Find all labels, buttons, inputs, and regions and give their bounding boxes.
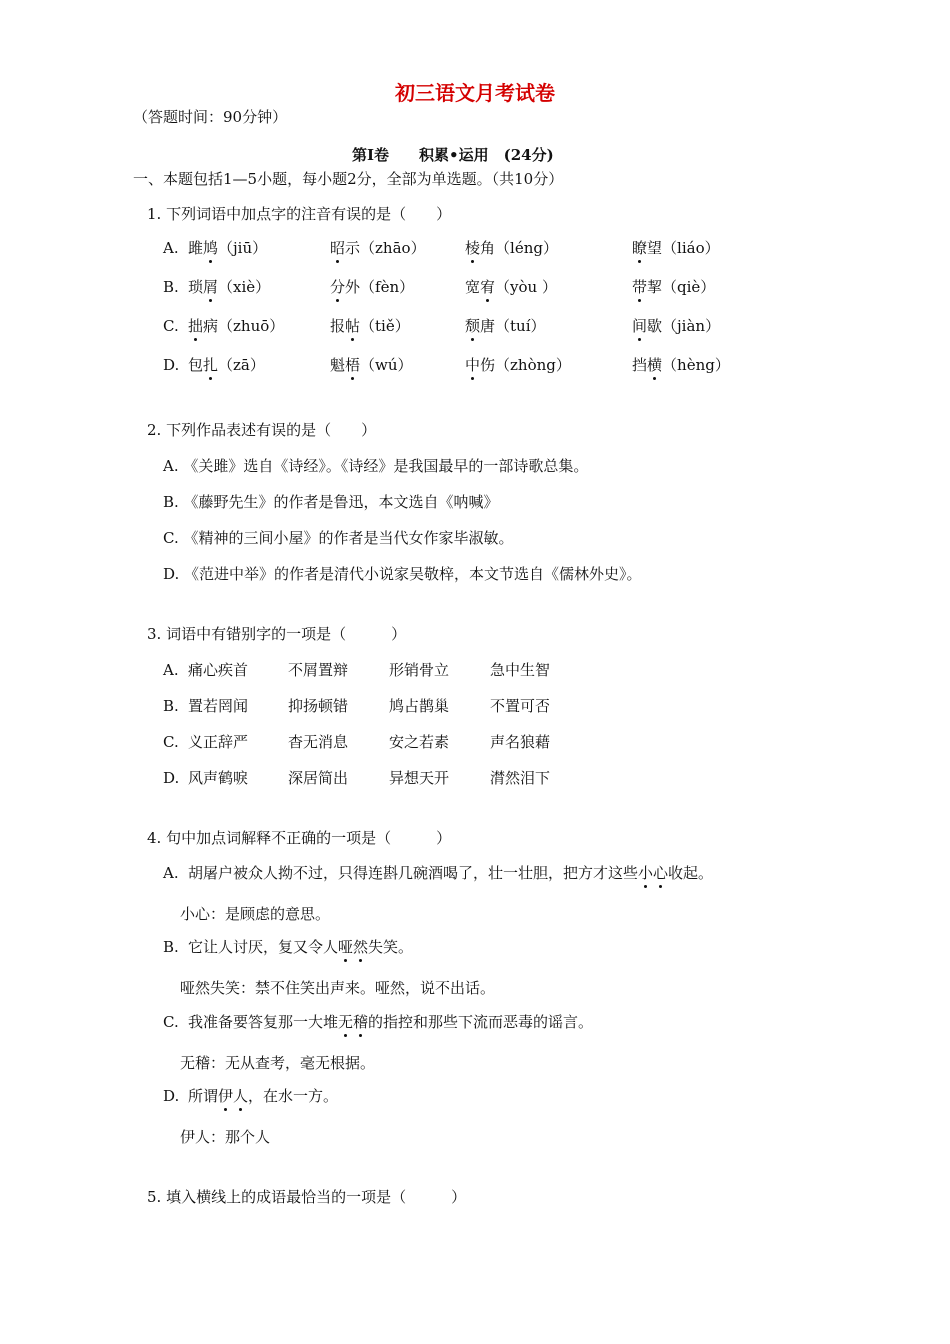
pinyin-item bbox=[465, 277, 557, 297]
sentence-part: 的指控和那些下流而恶毒的谣言。 bbox=[368, 1013, 594, 1031]
idiom: 形销骨立 bbox=[389, 661, 450, 679]
dotted-character: 瞭 bbox=[632, 239, 648, 257]
idiom: 置若罔闻 bbox=[188, 697, 249, 715]
question-2-option-d: D. 《范进中举》的作者是清代小说家吴敬梓，本文节选自《儒林外史》。 bbox=[163, 565, 642, 583]
dotted-character: 间 bbox=[632, 317, 648, 335]
question-1-stem: 1. 下列词语中加点字的注音有误的是（ ） bbox=[147, 205, 452, 223]
question-3-stem: 3. 词语中有错别字的一项是（ ） bbox=[147, 625, 407, 643]
pinyin-item bbox=[465, 316, 546, 336]
option-explanation: 哑然失笑：禁不住笑出声来。哑然，说不出话。 bbox=[180, 979, 496, 997]
dotted-character: 昭 bbox=[330, 239, 346, 257]
dotted-character: 拙 bbox=[188, 317, 204, 335]
pinyin-item bbox=[465, 355, 571, 375]
word-part: 唐 bbox=[480, 317, 496, 335]
pinyin: （yòu ） bbox=[495, 278, 557, 296]
dotted-character: 小 bbox=[638, 864, 654, 882]
word-part: 挡 bbox=[632, 356, 648, 374]
pinyin: （tiě） bbox=[360, 317, 410, 335]
dotted-character: 稽 bbox=[353, 1013, 369, 1031]
word-part: 望 bbox=[647, 239, 663, 257]
word-part: 伤 bbox=[480, 356, 496, 374]
idiom: 不置可否 bbox=[490, 697, 551, 715]
dotted-character: 颓 bbox=[465, 317, 481, 335]
word-part: 挈 bbox=[647, 278, 663, 296]
dotted-character: 棱 bbox=[465, 239, 481, 257]
word-part: 包 bbox=[188, 356, 204, 374]
pinyin: （zhuō） bbox=[218, 317, 285, 335]
option-label: C. bbox=[163, 317, 179, 335]
pinyin-item bbox=[330, 316, 410, 336]
question-2-option-c: C. 《精神的三间小屋》的作者是当代女作家毕淑敏。 bbox=[163, 529, 514, 547]
option-label: C. bbox=[163, 1013, 179, 1031]
idiom: 深居简出 bbox=[288, 769, 349, 787]
question-2-stem: 2. 下列作品表述有误的是（ ） bbox=[147, 421, 377, 439]
question-2-option-a: A. 《关雎》选自《诗经》。《诗经》是我国最早的一部诗歌总集。 bbox=[163, 457, 589, 475]
question-2-option-b: B. 《藤野先生》的作者是鲁迅，本文选自《呐喊》 bbox=[163, 493, 499, 511]
option-label: B. bbox=[163, 938, 179, 956]
word-part: 示 bbox=[345, 239, 361, 257]
idiom: 急中生智 bbox=[490, 661, 551, 679]
pinyin: （hèng） bbox=[662, 356, 730, 374]
dotted-word bbox=[638, 864, 668, 882]
dotted-word bbox=[338, 938, 368, 956]
idiom: 鸠占鹊巢 bbox=[389, 697, 450, 715]
pinyin: （tuí） bbox=[495, 317, 546, 335]
option-sentence bbox=[188, 1012, 593, 1032]
sentence-part: 我准备要答复那一大堆 bbox=[188, 1013, 339, 1031]
dotted-character: 宥 bbox=[480, 278, 496, 296]
dotted-character: 然 bbox=[353, 938, 369, 956]
word-part: 魁 bbox=[330, 356, 346, 374]
pinyin-item bbox=[330, 238, 426, 258]
idiom: 痛心疾首 bbox=[188, 661, 249, 679]
dotted-character: 伊 bbox=[218, 1087, 234, 1105]
word-part: 琐 bbox=[188, 278, 204, 296]
word-part: 宽 bbox=[465, 278, 481, 296]
pinyin: （léng） bbox=[495, 239, 558, 257]
idiom: 杳无消息 bbox=[288, 733, 349, 751]
pinyin: （qiè） bbox=[662, 278, 716, 296]
pinyin-item bbox=[330, 277, 414, 297]
option-label: C. bbox=[163, 733, 179, 751]
option-label: B. bbox=[163, 697, 179, 715]
pinyin: （jiàn） bbox=[662, 317, 721, 335]
pinyin-item bbox=[188, 238, 267, 258]
dotted-character: 帖 bbox=[345, 317, 361, 335]
time-note: （答题时间：90分钟） bbox=[133, 108, 288, 126]
option-label: D. bbox=[163, 356, 180, 374]
dotted-character: 扎 bbox=[203, 356, 219, 374]
option-sentence bbox=[188, 1086, 338, 1106]
pinyin: （zhòng） bbox=[495, 356, 571, 374]
option-sentence bbox=[188, 863, 713, 883]
pinyin: （zhāo） bbox=[360, 239, 426, 257]
idiom: 义正辞严 bbox=[188, 733, 249, 751]
idiom: 异想天开 bbox=[389, 769, 450, 787]
pinyin-item bbox=[188, 316, 284, 336]
dotted-character: 中 bbox=[465, 356, 481, 374]
dotted-character: 带 bbox=[632, 278, 648, 296]
option-explanation: 小心：是顾虑的意思。 bbox=[180, 905, 331, 923]
dotted-character: 哑 bbox=[338, 938, 354, 956]
option-label: D. bbox=[163, 769, 180, 787]
word-part: 角 bbox=[480, 239, 496, 257]
option-label: A. bbox=[163, 661, 179, 679]
pinyin: （zā） bbox=[218, 356, 265, 374]
pinyin-item bbox=[632, 277, 715, 297]
dotted-character: 心 bbox=[653, 864, 669, 882]
pinyin-item bbox=[330, 355, 413, 375]
pinyin-item bbox=[632, 238, 720, 258]
idiom: 风声鹤唳 bbox=[188, 769, 249, 787]
pinyin-item bbox=[465, 238, 558, 258]
sentence-part: ，在水一方。 bbox=[248, 1087, 339, 1105]
question-5-stem: 5. 填入横线上的成语最恰当的一项是（ ） bbox=[147, 1188, 467, 1206]
dotted-character: 屑 bbox=[203, 278, 219, 296]
idiom: 不屑置辩 bbox=[288, 661, 349, 679]
option-label: B. bbox=[163, 278, 179, 296]
pinyin: （xiè） bbox=[218, 278, 271, 296]
option-explanation: 伊人：那个人 bbox=[180, 1128, 271, 1146]
idiom: 抑扬顿错 bbox=[288, 697, 349, 715]
idiom: 潸然泪下 bbox=[490, 769, 551, 787]
sentence-part: 胡屠户被众人拗不过，只得连斟几碗酒喝了，壮一壮胆，把方才这些 bbox=[188, 864, 639, 882]
idiom: 声名狼藉 bbox=[490, 733, 551, 751]
pinyin-item bbox=[188, 355, 265, 375]
option-label: A. bbox=[163, 864, 179, 882]
word-part: 报 bbox=[330, 317, 346, 335]
pinyin-item bbox=[632, 316, 720, 336]
word-part: 外 bbox=[345, 278, 361, 296]
section-heading: 一、本题包括1—5小题，每小题2分，全部为单选题。（共10分） bbox=[133, 170, 564, 188]
dotted-character: 人 bbox=[233, 1087, 249, 1105]
dotted-word bbox=[218, 1087, 248, 1105]
option-label: A. bbox=[163, 239, 179, 257]
part-title: 第Ⅰ卷 积累•运用 (24分) bbox=[352, 146, 554, 164]
dotted-character: 鸠 bbox=[203, 239, 219, 257]
sentence-part: 收起。 bbox=[668, 864, 714, 882]
dotted-character: 分 bbox=[330, 278, 346, 296]
pinyin: （jiū） bbox=[218, 239, 268, 257]
question-4-stem: 4. 句中加点词解释不正确的一项是（ ） bbox=[147, 829, 452, 847]
word-part: 病 bbox=[203, 317, 219, 335]
pinyin-item bbox=[632, 355, 730, 375]
sentence-part: 它让人讨厌，复又令人 bbox=[188, 938, 339, 956]
dotted-word bbox=[338, 1013, 368, 1031]
pinyin: （wú） bbox=[360, 356, 413, 374]
word-part: 歇 bbox=[647, 317, 663, 335]
option-label: D. bbox=[163, 1087, 180, 1105]
dotted-character: 无 bbox=[338, 1013, 354, 1031]
idiom: 安之若素 bbox=[389, 733, 450, 751]
pinyin: （fèn） bbox=[360, 278, 415, 296]
option-explanation: 无稽：无从查考，毫无根据。 bbox=[180, 1054, 376, 1072]
page-title: 初三语文月考试卷 bbox=[395, 81, 555, 105]
pinyin: （liáo） bbox=[662, 239, 720, 257]
word-part: 雎 bbox=[188, 239, 204, 257]
sentence-part: 失笑。 bbox=[368, 938, 414, 956]
pinyin-item bbox=[188, 277, 270, 297]
sentence-part: 所谓 bbox=[188, 1087, 219, 1105]
dotted-character: 横 bbox=[647, 356, 663, 374]
dotted-character: 梧 bbox=[345, 356, 361, 374]
option-sentence bbox=[188, 937, 413, 957]
